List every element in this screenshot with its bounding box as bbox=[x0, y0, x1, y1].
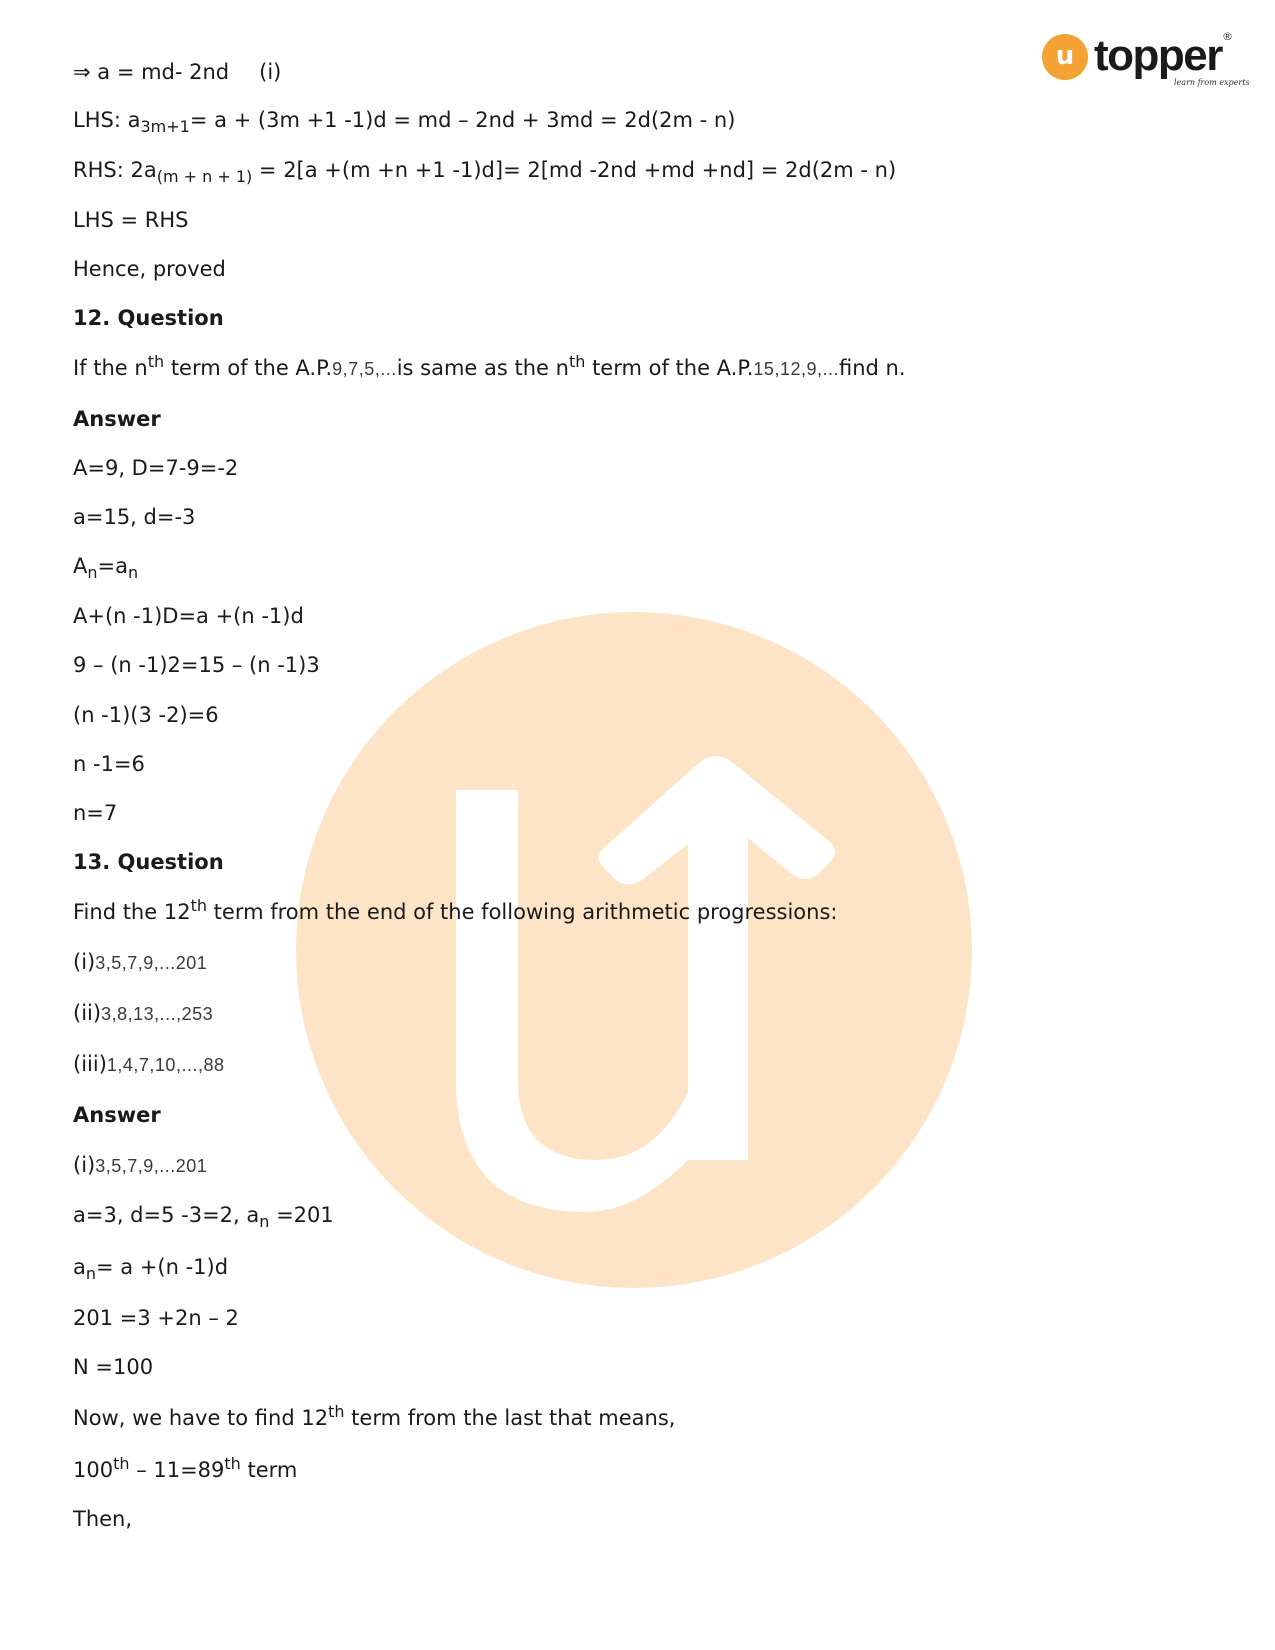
text-line: Now, we have to find 12th term from the last that means, bbox=[73, 1402, 676, 1430]
text-line: LHS: $a_{3m+1}= a + (3m +1$ -1)d = md – 2nd + 3md = 2d(2m - n) bbox=[73, 108, 736, 136]
text-line: 201 =3 +2n – 2 bbox=[73, 1306, 239, 1330]
question-13-heading: 13. Question bbox=[73, 850, 224, 874]
text-line: A=9, D=7-9=-2 bbox=[73, 456, 239, 480]
text-line: a=3, d=5 -3=2, $a_n =201$ bbox=[73, 1203, 334, 1231]
text-line: $a_n= a +(n$ -1)d bbox=[73, 1255, 229, 1283]
answer-12-heading: Answer bbox=[73, 407, 161, 431]
text-line: 9 – (n -1)2=15 – (n -1)3 bbox=[73, 653, 320, 677]
watermark-logo bbox=[296, 612, 972, 1288]
text-line: n=7 bbox=[73, 801, 118, 825]
logo-wordmark: topper bbox=[1094, 31, 1222, 80]
text-line: N =100 bbox=[73, 1355, 154, 1379]
question-13-part-i: (i)3,5,7,9,...201 bbox=[73, 950, 208, 974]
text-line: ⇒ a = md- 2nd (i) bbox=[73, 60, 282, 84]
logo-icon: u bbox=[1042, 34, 1088, 80]
question-12-text: If the $n^{th}$ term of the A.P.9,7,5,...is same as the $n^{th}$ term of the A.P.15,12,9,...find n. bbox=[73, 352, 906, 380]
text-line: $A_n=a_n$ bbox=[73, 554, 139, 582]
text-line: Hence, proved bbox=[73, 257, 226, 281]
question-13-part-ii: (ii)3,8,13,...,253 bbox=[73, 1001, 214, 1025]
text-line: RHS: $2a_{(m + n + 1)} = 2[a +(m +n +1$ -1)d]= 2[md -2nd +md +nd] = 2d(2m - n) bbox=[73, 158, 897, 186]
text-line: n -1=6 bbox=[73, 752, 145, 776]
answer-13-part-i: (i)3,5,7,9,...201 bbox=[73, 1153, 208, 1177]
text-line: LHS = RHS bbox=[73, 208, 189, 232]
question-12-heading: 12. Question bbox=[73, 306, 224, 330]
text-line: A+(n -1)D=a +(n -1)d bbox=[73, 604, 304, 628]
text-line: a=15, d=-3 bbox=[73, 505, 196, 529]
question-13-part-iii: (iii)1,4,7,10,...,88 bbox=[73, 1052, 225, 1076]
registered-mark: ® bbox=[1222, 30, 1233, 43]
logo-tagline: learn from experts bbox=[1174, 78, 1250, 87]
text-line: 100th – 11=89th term bbox=[73, 1454, 298, 1482]
text-line: Then, bbox=[73, 1507, 133, 1531]
text-line: (n -1)(3 -2)=6 bbox=[73, 703, 219, 727]
topper-logo[interactable] bbox=[1038, 30, 1250, 90]
question-13-text: Find the 12th term from the end of the following arithmetic progressions: bbox=[73, 896, 838, 924]
answer-13-heading: Answer bbox=[73, 1103, 161, 1127]
